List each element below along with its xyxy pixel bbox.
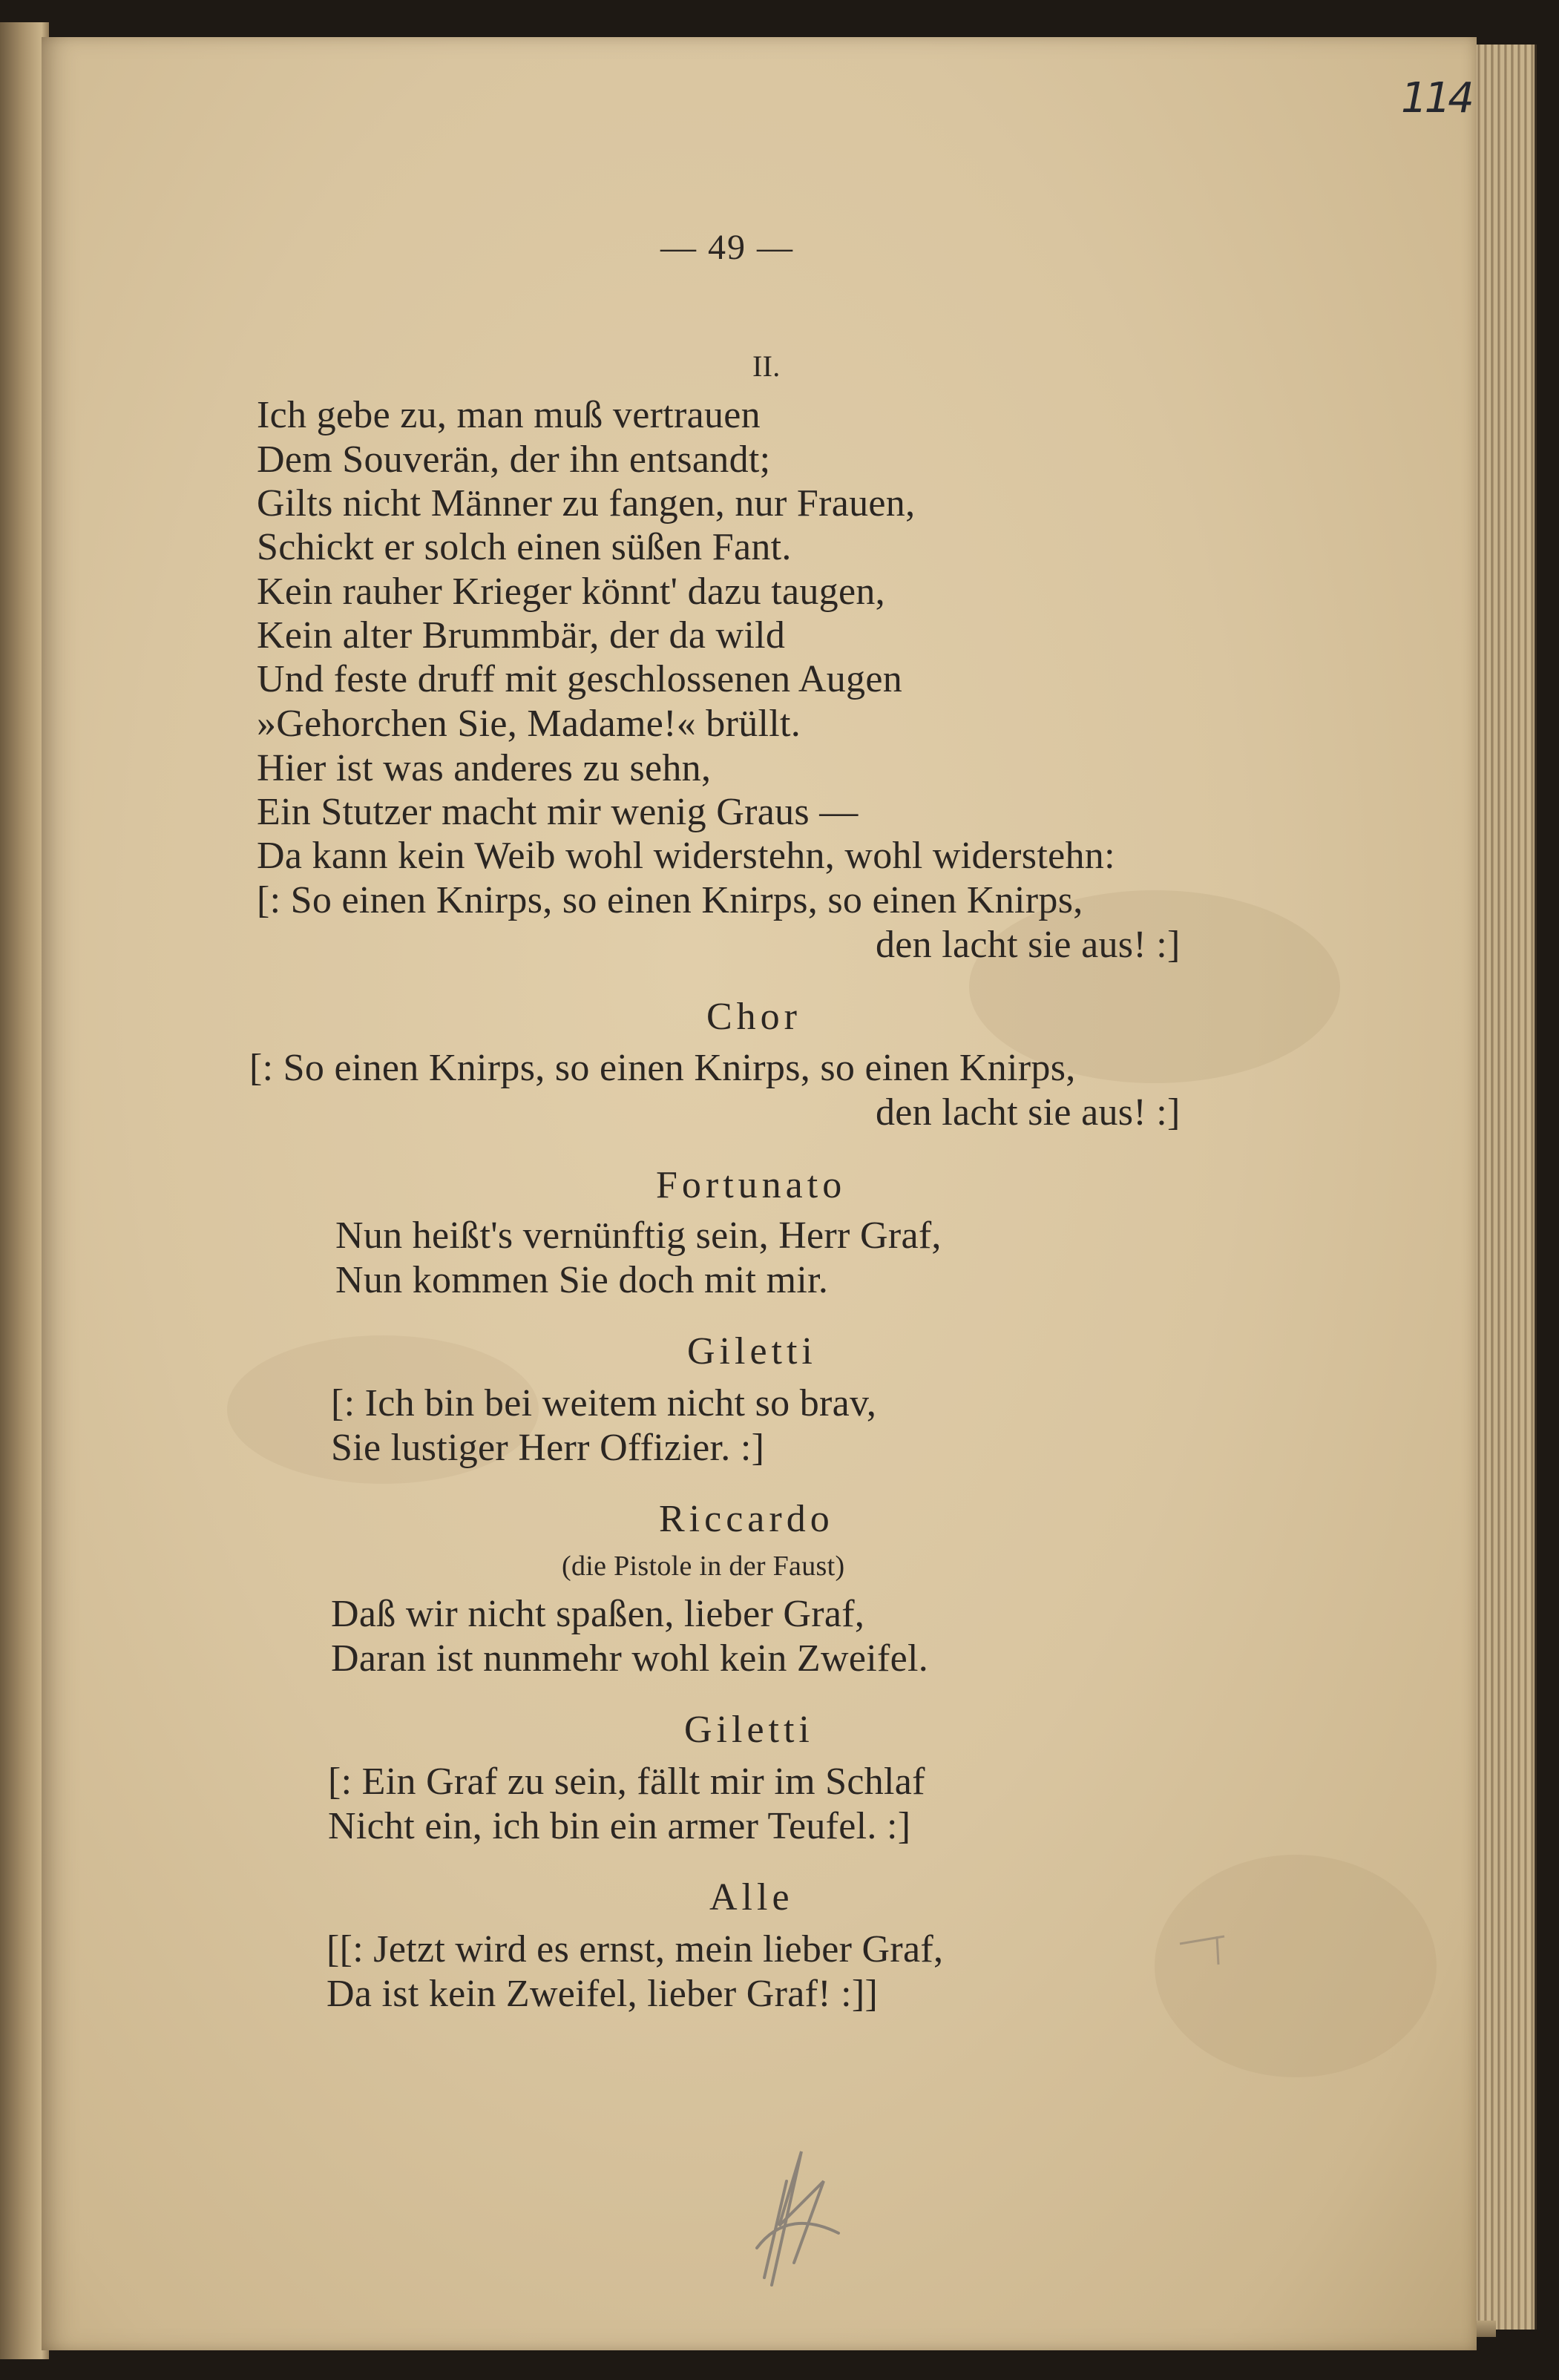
verse-line: Schickt er solch einen süßen Fant.	[257, 526, 792, 568]
verse-line: Hier ist was anderes zu sehn,	[257, 747, 712, 789]
speaker-name: Chor	[706, 996, 801, 1038]
verse-line: Und feste druff mit geschlossenen Augen	[257, 658, 903, 700]
folio-number: 114	[1401, 74, 1471, 122]
dialogue-line: Da ist kein Zweifel, lieber Graf! :]]	[326, 1973, 879, 2015]
page-number: — 49 —	[660, 228, 794, 267]
speaker-name: Giletti	[687, 1330, 817, 1373]
verse-line: Ich gebe zu, man muß vertrauen	[257, 394, 761, 436]
dialogue-line: [: Ein Graf zu sein, fällt mir im Schlaf	[328, 1761, 925, 1803]
dialogue-line: Nicht ein, ich bin ein armer Teufel. :]	[328, 1805, 911, 1847]
chor-line: [: So einen Knirps, so einen Knirps, so einen Knirps,	[249, 1047, 1076, 1089]
section-number: II.	[752, 349, 781, 383]
dialogue-line: [: Ich bin bei weitem nicht so brav,	[331, 1382, 877, 1424]
speaker-name: Alle	[709, 1876, 794, 1919]
verse-line: Dem Souverän, der ihn entsandt;	[257, 438, 771, 481]
verse-line: Kein alter Brummbär, der da wild	[257, 614, 786, 657]
pencil-signature-mark	[712, 2137, 861, 2300]
speaker-name: Riccardo	[659, 1498, 834, 1540]
dialogue-line: Nun heißt's vernünftig sein, Herr Graf,	[335, 1214, 942, 1257]
dialogue-line: [[: Jetzt wird es ernst, mein lieber Graf,	[326, 1928, 944, 1970]
dialogue-line: Nun kommen Sie doch mit mir.	[335, 1259, 829, 1301]
chor-line-indent: den lacht sie aus! :]	[876, 1091, 1181, 1134]
verse-line-indent: den lacht sie aus! :]	[876, 924, 1181, 966]
dialogue-line: Daß wir nicht spaßen, lieber Graf,	[331, 1593, 865, 1635]
pencil-mark	[1172, 1929, 1239, 1973]
dialogue-line: Sie lustiger Herr Offizier. :]	[331, 1427, 765, 1469]
verse-line: Ein Stutzer macht mir wenig Graus —	[257, 791, 859, 833]
dialogue-line: Daran ist nunmehr wohl kein Zweifel.	[331, 1637, 929, 1680]
verse-line: [: So einen Knirps, so einen Knirps, so einen Knirps,	[257, 879, 1083, 921]
speaker-name: Giletti	[684, 1709, 814, 1751]
verse-line: »Gehorchen Sie, Madame!« brüllt.	[257, 703, 801, 745]
verse-line: Kein rauher Krieger könnt' dazu taugen,	[257, 571, 885, 613]
speaker-name: Fortunato	[656, 1164, 847, 1206]
verse-line: Da kann kein Weib wohl widerstehn, wohl widerstehn:	[257, 835, 1115, 877]
stage-direction: (die Pistole in der Faust)	[562, 1551, 845, 1582]
verse-line: Gilts nicht Männer zu fangen, nur Frauen,	[257, 482, 916, 525]
